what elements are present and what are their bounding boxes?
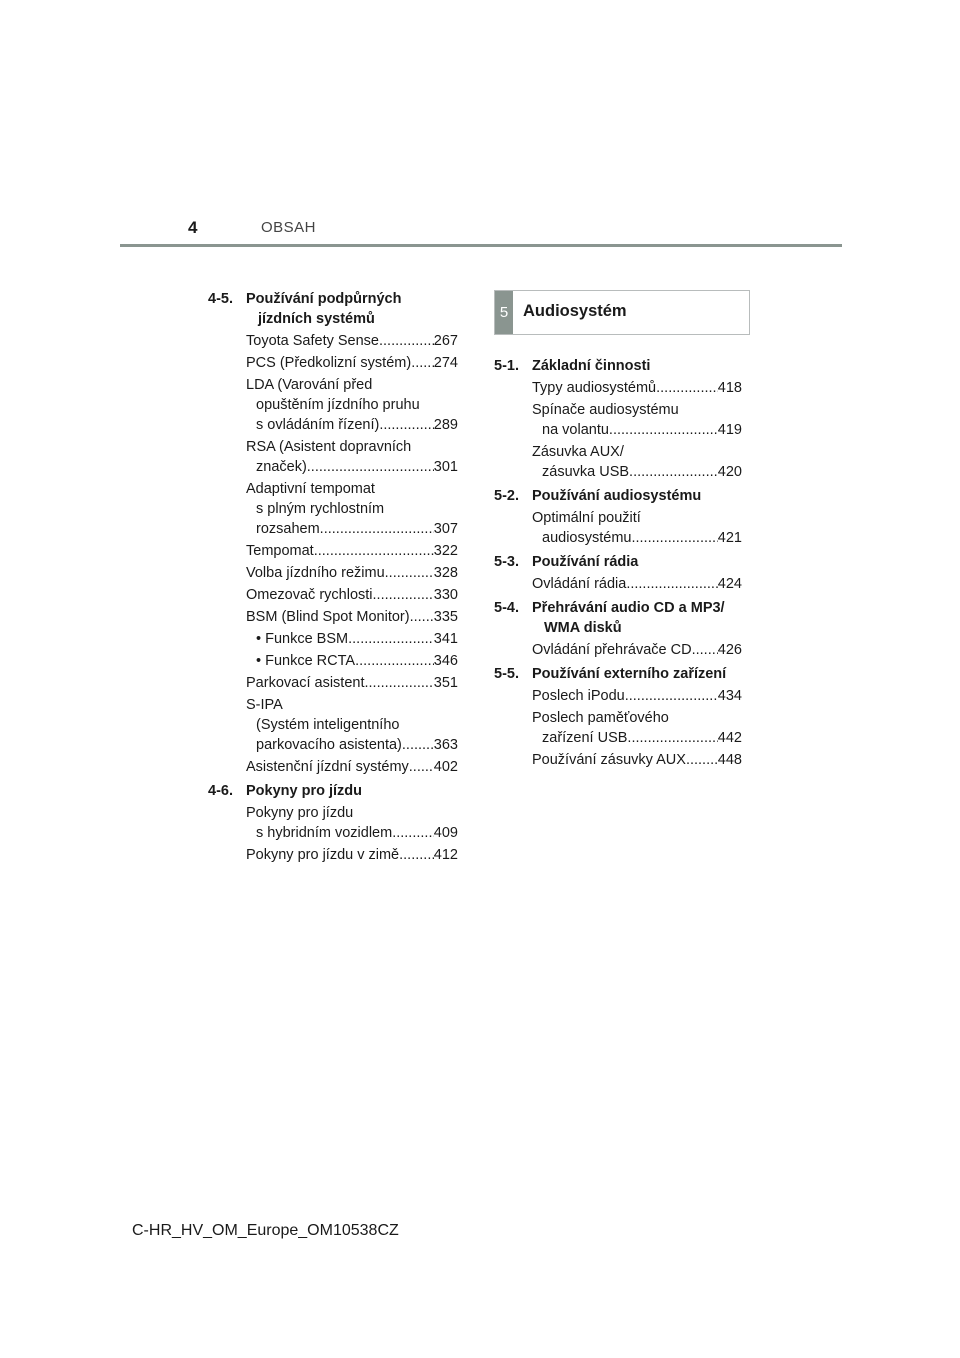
chapter-title [532,598,742,638]
entry-text: na volantu [542,422,609,438]
toc-entry[interactable] [208,331,458,351]
entry-text: Toyota Safety Sense [246,333,379,349]
toc-entry[interactable] [494,508,742,548]
entry-text-line: (Systém inteligentního [256,717,400,733]
entry-text: Pokyny pro jízdu v zimě [246,847,400,863]
toc-chapter-heading[interactable] [494,664,742,684]
chapter-title [532,356,742,376]
entry-page-number: 341 [433,631,458,647]
entry-page-number: 409 [433,825,458,841]
toc-entry[interactable] [494,686,742,706]
entry-text: Asistenční jízdní systémy [246,759,409,775]
toc-sub-entry[interactable] [208,629,458,649]
entry-text-line: Optimální použití [532,510,641,526]
entry-text-line: LDA (Varování před [246,377,373,393]
toc-entry[interactable] [208,437,458,477]
leader-dots [399,845,434,865]
entry-leader-line [246,673,458,693]
leader-dots [686,750,718,770]
entry-text: BSM (Blind Spot Monitor) [246,609,410,625]
toc-entry[interactable] [208,585,458,605]
chapter-number: 5-5. [494,666,519,682]
chapter-title-line: WMA disků [544,620,622,636]
toc-entry[interactable] [208,563,458,583]
entry-text-line: Poslech paměťového [532,710,669,726]
toc-chapter-heading[interactable] [494,486,742,506]
entry-page-number: 363 [433,737,458,753]
entry-page-number: 402 [433,759,458,775]
toc-sub-entry[interactable] [208,651,458,671]
entry-text-line: Pokyny pro jízdu [246,805,354,821]
entry-page-number: 351 [433,675,458,691]
chapter-number: 5-1. [494,358,519,374]
entry-text: značek) [256,459,307,475]
entry-text: Parkovací asistent [246,675,365,691]
entry-text: audiosystému [542,530,632,546]
toc-entry[interactable] [208,375,458,435]
entry-page-number: 346 [433,653,458,669]
entry-leader-line [246,629,458,649]
chapter-title-line: Používání audiosystému [532,488,702,504]
chapter-title [532,664,742,684]
entry-page-number: 289 [433,417,458,433]
entry-leader-line [246,457,458,477]
toc-entry[interactable] [208,757,458,777]
toc-entry[interactable] [208,695,458,755]
leader-dots [364,673,433,693]
entry-text-line: RSA (Asistent dopravních [246,439,412,455]
leader-dots [656,378,718,398]
chapter-title-line: jízdních systémů [258,311,375,327]
entry-text: Volba jízdního režimu [246,565,385,581]
leader-dots [411,353,434,373]
leader-dots [410,607,434,627]
entry-page-number: 322 [433,543,458,559]
entry-text: Omezovač rychlosti [246,587,373,603]
toc-entry[interactable] [208,673,458,693]
entry-text-line: Zásuvka AUX/ [532,444,624,460]
section-5-tab: 5 [495,291,513,334]
chapter-title-line: Používání podpůrných [246,291,402,307]
entry-leader-line [246,415,458,435]
chapter-number: 4-5. [208,291,233,307]
leader-dots [627,728,717,748]
entry-page-number: 412 [433,847,458,863]
chapter-title-line: Pokyny pro jízdu [246,783,363,799]
page-header [120,218,842,246]
leader-dots [314,541,434,561]
header-rule [120,244,842,247]
section-5-title: Audiosystém [523,302,627,320]
entry-text: • Funkce RCTA [256,653,356,669]
entry-leader-line [532,750,742,770]
entry-text-line: s plným rychlostním [256,501,385,517]
entry-text: • Funkce BSM [256,631,349,647]
leader-dots [348,629,434,649]
chapter-title-line: Základní činnosti [532,358,651,374]
entry-page-number: 418 [717,380,742,396]
toc-entry[interactable] [208,479,458,539]
leader-dots [373,585,434,605]
leader-dots [609,420,718,440]
chapter-number: 4-6. [208,783,233,799]
leader-dots [385,563,434,583]
toc-entry[interactable] [208,607,458,627]
entry-leader-line [246,353,458,373]
entry-text: parkovacího asistenta) [256,737,402,753]
chapter-title-line: Přehrávání audio CD a MP3/ [532,600,725,616]
entry-text: Typy audiosystémů [532,380,657,396]
chapter-number: 5-4. [494,600,519,616]
toc-entry[interactable] [208,353,458,373]
entry-page-number: 328 [433,565,458,581]
entry-page-number: 419 [717,422,742,438]
toc-entry[interactable] [208,541,458,561]
entry-leader-line [246,519,458,539]
entry-page-number: 424 [717,576,742,592]
leader-dots [307,457,434,477]
entry-page-number: 426 [717,642,742,658]
entry-text: s ovládáním řízení) [256,417,380,433]
page-number: 4 [188,218,198,237]
entry-text-line: Spínače audiosystému [532,402,679,418]
entry-page-number: 434 [717,688,742,704]
entry-leader-line [246,585,458,605]
entry-text: rozsahem [256,521,320,537]
entry-leader-line [532,574,742,594]
toc-chapter-heading[interactable] [494,552,742,572]
chapter-title-line: Používání externího zařízení [532,666,727,682]
chapter-number: 5-2. [494,488,519,504]
entry-text-line: S-IPA [246,697,283,713]
leader-dots [629,462,718,482]
toc-chapter-heading[interactable] [494,356,742,376]
toc-entry[interactable] [208,845,458,865]
entry-leader-line [532,378,742,398]
toc-left-column [208,285,458,865]
chapter-title [532,552,742,572]
entry-text: Ovládání rádia [532,576,627,592]
entry-text: PCS (Předkolizní systém) [246,355,412,371]
toc-entry[interactable] [208,803,458,843]
toc-entry[interactable] [494,750,742,770]
leader-dots [392,823,434,843]
entry-leader-line [532,462,742,482]
entry-leader-line [532,420,742,440]
leader-dots [355,651,434,671]
entry-leader-line [246,823,458,843]
entry-page-number: 448 [717,752,742,768]
toc-right-column [494,352,742,770]
entry-page-number: 267 [433,333,458,349]
entry-leader-line [246,735,458,755]
chapter-title [246,781,458,801]
entry-text: Poslech iPodu [532,688,625,704]
toc-chapter-heading[interactable] [208,289,458,329]
leader-dots [631,528,717,548]
entry-text: Ovládání přehrávače CD [532,642,692,658]
entry-leader-line [532,528,742,548]
entry-leader-line [246,607,458,627]
entry-page-number: 307 [433,521,458,537]
leader-dots [320,519,434,539]
entry-text: s hybridním vozidlem [256,825,393,841]
toc-entry[interactable] [494,708,742,748]
entry-page-number: 330 [433,587,458,603]
leader-dots [626,574,717,594]
toc-entry[interactable] [494,574,742,594]
entry-page-number: 442 [717,730,742,746]
chapter-title-line: Používání rádia [532,554,639,570]
toc-entry[interactable] [494,378,742,398]
entry-page-number: 420 [717,464,742,480]
leader-dots [409,757,434,777]
toc-chapter-heading[interactable] [208,781,458,801]
leader-dots [692,640,718,660]
entry-leader-line [532,728,742,748]
leader-dots [625,686,718,706]
toc-chapter-heading[interactable] [494,598,742,638]
leader-dots [402,735,434,755]
entry-text: Tempomat [246,543,314,559]
section-title: OBSAH [261,219,317,236]
entry-leader-line [246,541,458,561]
entry-leader-line [246,563,458,583]
entry-leader-line [532,686,742,706]
entry-page-number: 335 [433,609,458,625]
entry-text-line: opuštěním jízdního pruhu [256,397,420,413]
entry-page-number: 274 [433,355,458,371]
section-5-box[interactable] [494,290,750,335]
leader-dots [379,331,434,351]
toc-entry[interactable] [494,442,742,482]
toc-entry[interactable] [494,400,742,440]
entry-leader-line [246,757,458,777]
entry-leader-line [246,845,458,865]
entry-page-number: 301 [433,459,458,475]
entry-text-line: Adaptivní tempomat [246,481,375,497]
entry-leader-line [246,331,458,351]
chapter-title [246,289,458,329]
footer-code: C-HR_HV_OM_Europe_OM10538CZ [132,1222,399,1239]
entry-leader-line [532,640,742,660]
leader-dots [379,415,433,435]
entry-leader-line [246,651,458,671]
entry-text: zařízení USB [542,730,628,746]
chapter-title [532,486,742,506]
entry-text: Používání zásuvky AUX [532,752,686,768]
toc-entry[interactable] [494,640,742,660]
entry-page-number: 421 [717,530,742,546]
entry-text: zásuvka USB [542,464,630,480]
chapter-number: 5-3. [494,554,519,570]
